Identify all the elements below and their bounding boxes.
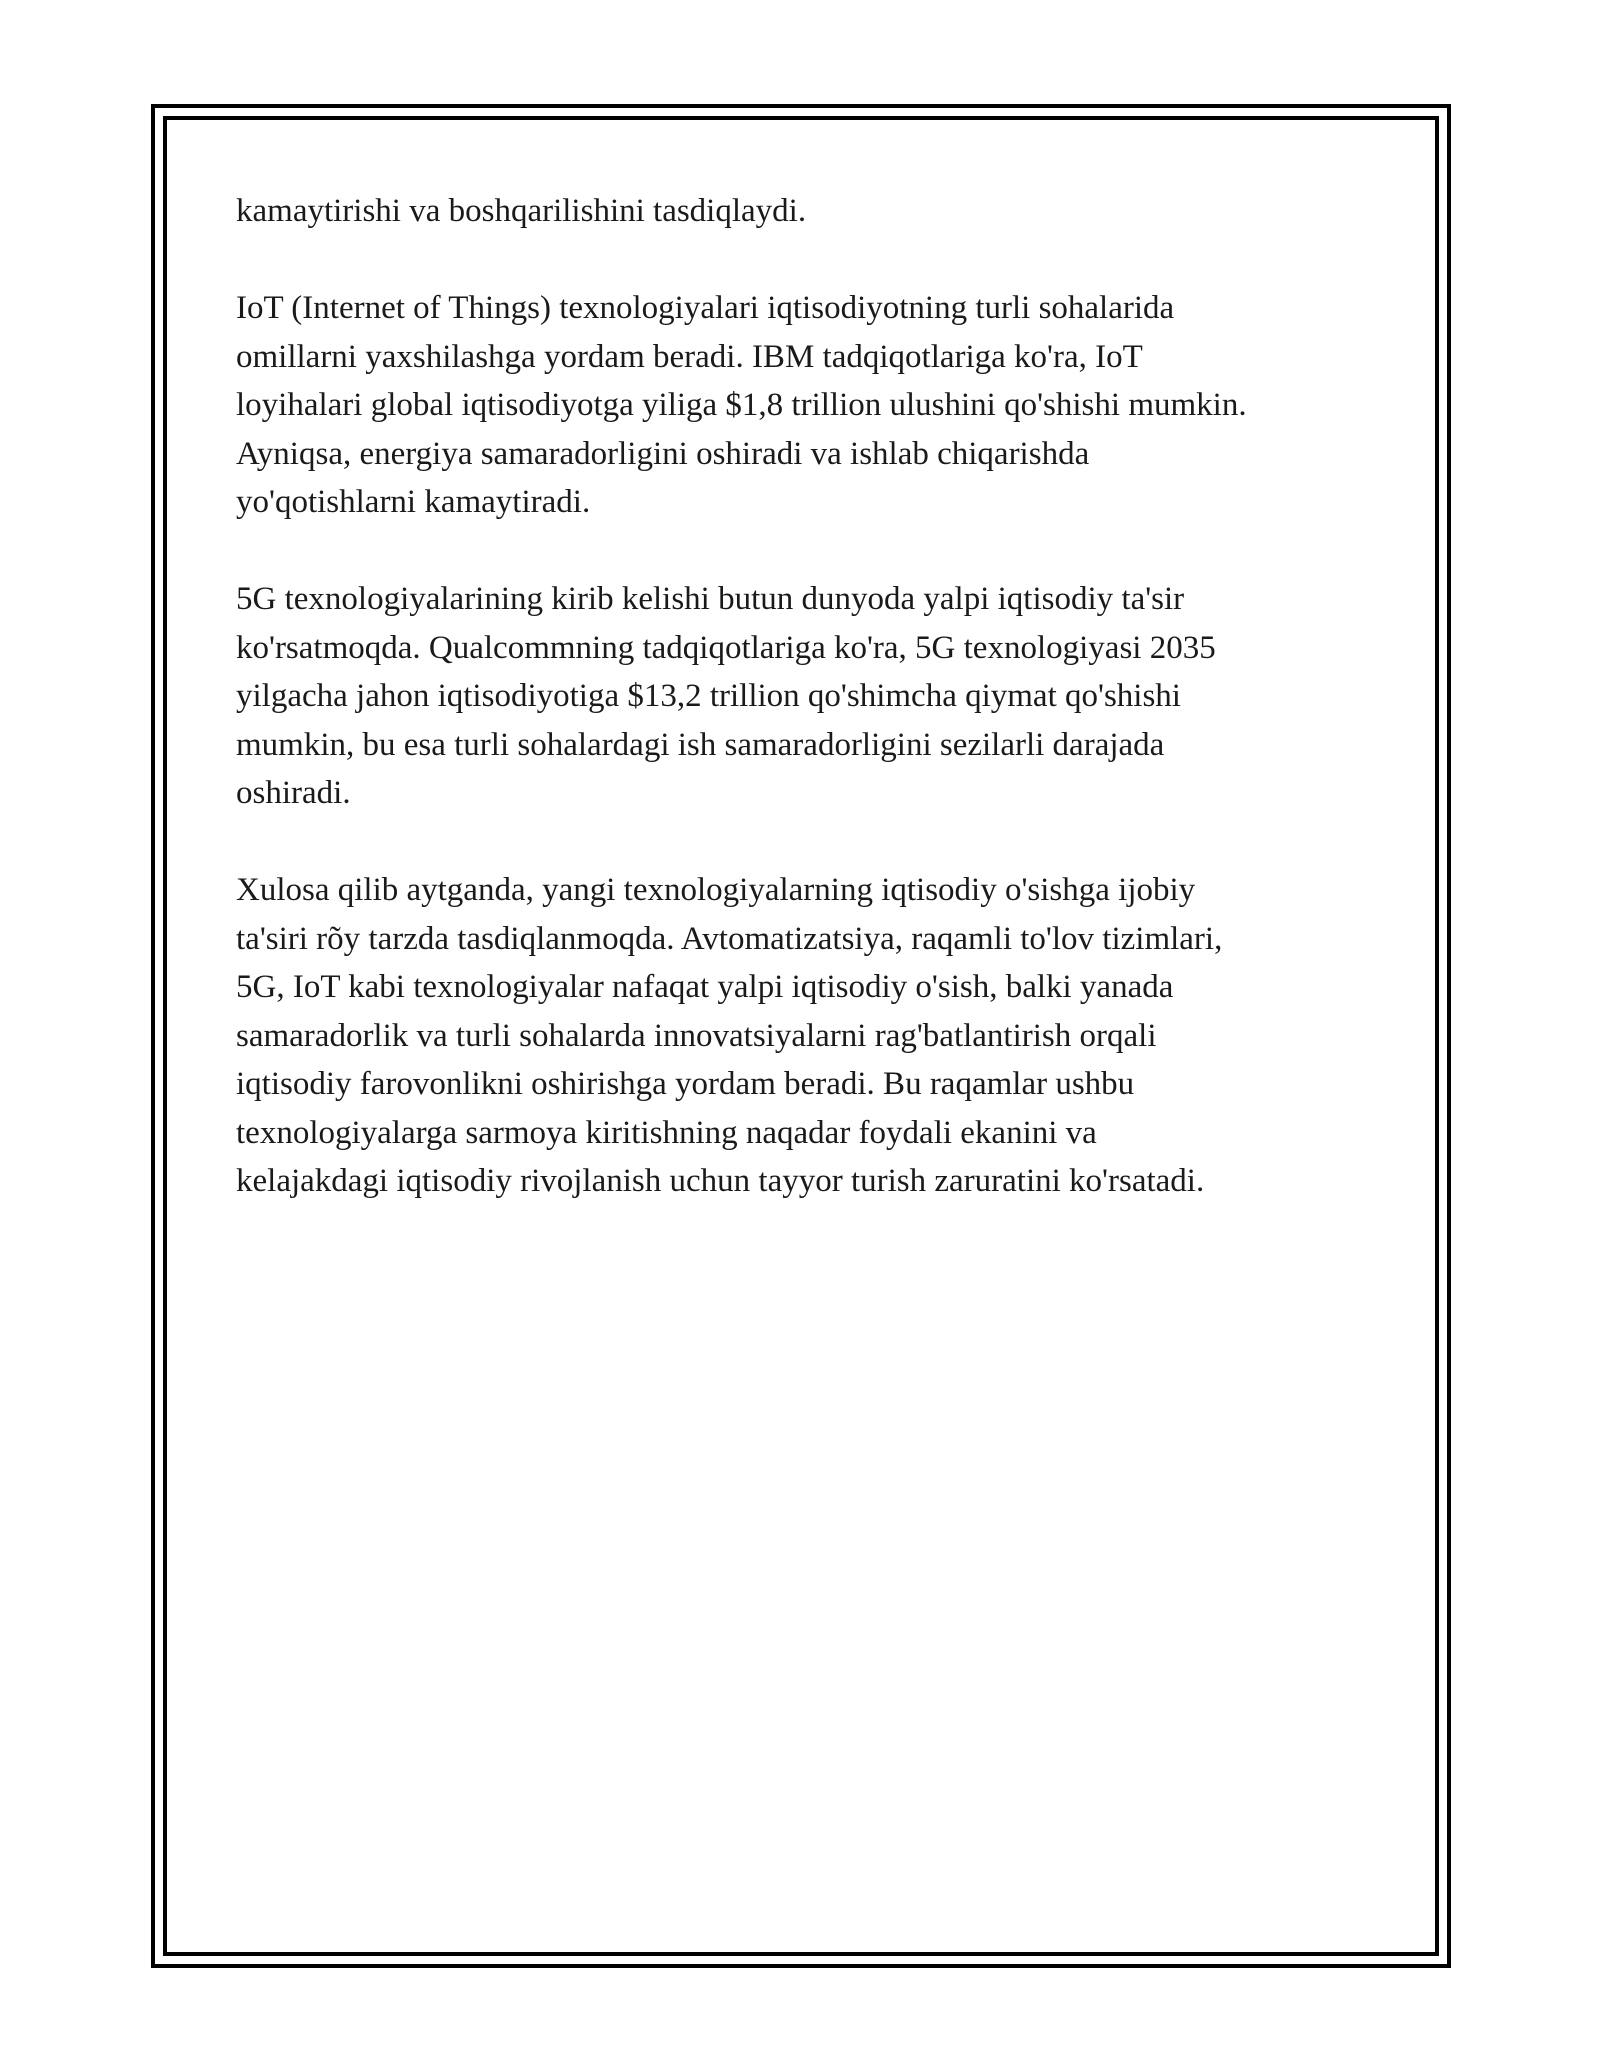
paragraph-iot: IoT (Internet of Things) texnologiyalari iqtisodiyotning turli sohalarida omillarni yaxshilashga yordam beradi. IBM tadqiqotlariga ko'ra, IoT loyihalari global iqtisodiyotga yiliga $1,8 trillion ulushini qo'shishi mumkin. Ayniqsa, energiya samaradorligini oshiradi va ishlab chiqarishda yo'qotishlarni kamaytiradi. [236, 290, 1247, 520]
paragraph-5g: 5G texnologiyalarining kirib kelishi butun dunyoda yalpi iqtisodiy ta'sir ko'rsatmoqda. Qualcommning tadqiqotlariga ko'ra, 5G texnologiyasi 2035 yilgacha jahon iqtisodiyotiga $13,2 trillion qo'shimcha qiymat qo'shishi mumkin, bu esa turli sohalardagi ish samaradorligini sezilarli darajada oshiradi. [236, 581, 1216, 811]
paragraph-conclusion: Xulosa qilib aytganda, yangi texnologiyalarning iqtisodiy o'sishga ijobiy ta'siri rõy tarzda tasdiqlanmoqda. Avtomatizatsiya, raqamli to'lov tizimlari, 5G, IoT kabi texnologiyalar nafaqat yalpi iqtisodiy o'sish, balki yanada samaradorlik va turli sohalarda innovatsiyalarni rag'batlantirish orqali iqtisodiy farovonlikni oshirishga yordam beradi. Bu raqamlar ushbu texnologiyalarga sarmoya kiritishning naqadar foydali ekanini va kelajakdagi iqtisodiy rivojlanish uchun tayyor turish zaruratini ko'rsatadi. [236, 872, 1223, 1199]
document-body [236, 187, 1386, 1254]
paragraph-intro-continuation: kamaytirishi va boshqarilishini tasdiqlaydi. [236, 193, 807, 229]
